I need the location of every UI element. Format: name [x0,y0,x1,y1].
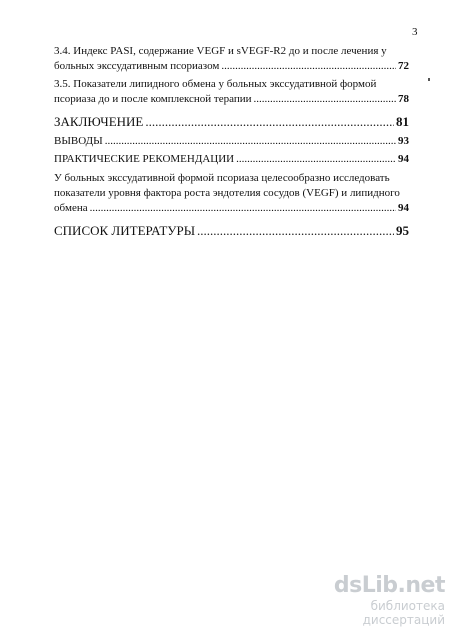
toc-entry-text: обмена [54,202,88,214]
toc-entry-conclusions[interactable] [54,134,409,149]
toc-entry-text: У больных экссудативной формой псориаза целесообразно исследовать [54,172,390,184]
toc-page-number: 72 [398,60,409,72]
toc-entry-text: показатели уровня фактора роста эндотелия сосудов (VEGF) и липидного [54,187,400,199]
toc-page-number: 94 [398,202,409,214]
dot-leader [221,59,396,74]
toc-entry-conclusion[interactable] [54,113,409,131]
dot-leader [105,134,396,149]
toc-page-number: 94 [398,153,409,165]
dot-leader [197,222,394,240]
toc-page-number: 95 [396,223,409,238]
toc-entry-text: СПИСОК ЛИТЕРАТУРЫ [54,223,196,238]
watermark-logo: dsLib.net [333,573,445,598]
toc-page-number: 93 [398,135,409,147]
dot-leader [254,92,396,107]
dot-leader [90,201,396,216]
watermark-subtitle: библиотека диссертаций [362,599,445,627]
toc-entry-text: ВЫВОДЫ [54,135,103,147]
toc-entry-text: псориаза до и после комплексной терапии [54,93,252,105]
toc-entry-text: ЗАКЛЮЧЕНИЕ [54,114,144,129]
toc-entry-text: ПРАКТИЧЕСКИЕ РЕКОМЕНДАЦИИ [54,153,235,165]
toc-entry-recommendations[interactable] [54,152,409,167]
toc-page-number: 81 [396,114,409,129]
dot-leader [145,113,394,131]
toc-entry-text: больных экссудативным псориазом [54,60,220,72]
toc-entry-references[interactable] [54,222,409,240]
dot-leader [236,152,396,167]
toc-page-number: 78 [398,93,409,105]
toc-entry-text: 3.5. Показатели липидного обмена у больных экссудативной формой [54,78,377,90]
page-number: 3 [412,26,418,38]
toc-entry-3-5[interactable] [54,77,409,107]
scan-mark [428,78,430,81]
watermark [300,574,445,627]
toc-entry-3-4[interactable] [54,44,409,74]
toc-entry-text: 3.4. Индекс PASI, содержание VEGF и sVEGF-R2 до и после лечения у [54,45,387,57]
table-of-contents [54,44,409,240]
toc-entry-recommendation-vegf[interactable] [54,171,409,216]
